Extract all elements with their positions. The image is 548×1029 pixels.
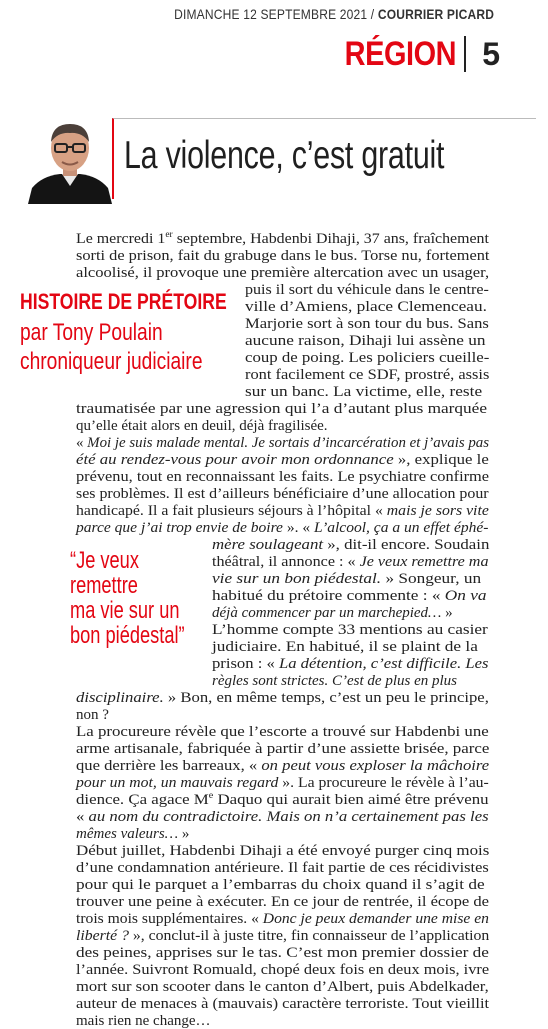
pull-quote — [70, 548, 185, 648]
article-text-line: « au nom du contradictoire. Mais on n’a certainement pas les — [76, 809, 489, 825]
article-text-line: liberté ? », conclut-il à juste titre, fin connaisseur de l’application — [76, 928, 490, 944]
article-text-line: dience. Ça agace Me Daquo qui aurait bien aimé être prévenu — [76, 790, 489, 808]
article-text-line: ville d’Amiens, place Clemenceau. — [245, 299, 487, 315]
article-text-line: Marjorie sort à son tour du bus. Sans — [245, 316, 489, 332]
article-text-line: déjà commencer par un marchepied… » — [212, 605, 453, 621]
article-text-line: trouver une peine à exécuter. En ce jour de rentrée, il écope de — [76, 894, 489, 910]
article-text-line: mère soulageant », dit-il encore. Soudain — [212, 537, 490, 553]
article-text-line: Début juillet, Habdenbi Dihaji a été envoyé purger cinq mois — [76, 843, 490, 859]
page-number: 5 — [482, 35, 500, 72]
article-text-line: ront facilement ce SDF, prostré, assis — [245, 367, 490, 383]
article-text-line: été au rendez-vous pour avoir mon ordonnance », explique le — [76, 452, 489, 468]
article-text-line: L’homme compte 33 mentions au casier — [212, 622, 488, 638]
article-text-line: des peines, apprises sur le tas. C’est mon premier dossier de — [76, 945, 489, 961]
byline-role: chroniqueur judiciaire — [20, 348, 203, 375]
article-text-line: auteur de menaces à (mauvais) caractère terroriste. Tout vieillit — [76, 996, 490, 1012]
newspaper-name: COURRIER PICARD — [377, 6, 494, 22]
article-text-line: La procureure révèle que l’escorte a trouvé sur Habdenbi une — [76, 724, 489, 740]
article-text-line: prévenu, tout en reconnaissant les faits. Le psychiatre confirme — [76, 469, 490, 485]
article-text-line: traumatisée par une agression qui l’a d’autant plus marquée — [76, 401, 487, 417]
article-text-line: d’une condamnation antérieure. Il fait partie de ces récidivistes — [76, 860, 489, 876]
article-headline: La violence, c’est gratuit — [124, 134, 445, 177]
column-kicker: HISTOIRE DE PRÉTOIRE — [20, 289, 227, 314]
section-divider — [464, 36, 466, 72]
article-text-line: pour un mot, un mauvais regard ». La procureure le révèle à l’au- — [76, 775, 489, 791]
article-text-line: parce que j’ai trop envie de boire ». « L’alcool, ça a un effet éphé- — [76, 520, 489, 536]
article-text-line: Le mercredi 1er septembre, Habdenbi Dihaji, 37 ans, fraîchement — [76, 229, 489, 247]
article-text-line: que derrière les barreaux, « on peut vous exploser la mâchoire — [76, 758, 490, 774]
byline — [20, 318, 203, 376]
section-header — [325, 34, 500, 74]
publication-date: DIMANCHE 12 SEPTEMBRE 2021 / — [173, 6, 375, 22]
article-text-line: disciplinaire. » Bon, en même temps, c’est un peu le principe, — [76, 690, 489, 706]
author-photo — [22, 112, 118, 204]
article-text-line: trois mois supplémentaires. « Donc je peux demander une mise en — [76, 911, 489, 927]
section-label: RÉGION — [344, 34, 457, 73]
article-text-line: qu’elle était alors en deuil, déjà fragilisée. — [76, 418, 328, 434]
article-text-line: ses problèmes. Il est d’ailleurs bénéficiaire d’une allocation pour — [76, 486, 489, 502]
article-text-line: judiciaire. En habitué, il se plaint de la — [212, 639, 478, 655]
article-text-line: vie sur un bon piédestal. » Songeur, un — [212, 571, 482, 587]
article-text-line: aucune raison, Dihaji lui assène un — [245, 333, 486, 349]
article-text-line: handicapé. Il a fait plusieurs séjours à l’hôpital « mais je sors vite — [76, 503, 489, 519]
article-text-line: arme artisanale, fabriquée à partir d’une assiette brisée, parce — [76, 741, 490, 757]
article-text-line: mais rien ne change… — [76, 1013, 211, 1029]
article-text-line: habitué du prétoire commente : « On va — [212, 588, 487, 604]
article-text-line: règles sont strictes. C’est de plus en plus — [212, 673, 457, 689]
pull-quote-line: “Je veux — [70, 547, 139, 574]
pull-quote-line: ma vie sur un — [70, 597, 180, 624]
pull-quote-line: bon piédestal” — [70, 622, 185, 649]
header-dateline — [174, 6, 494, 22]
article-text-line: pour qui le parquet a l’embarras du choix quand il s’agit de — [76, 877, 485, 893]
byline-author: par Tony Poulain — [20, 319, 163, 346]
pull-quote-line: remettre — [70, 572, 138, 599]
article-text-line: alcoolisé, il provoque une première altercation avec un usager, — [76, 265, 490, 281]
article-text-line: « Moi je suis malade mental. Je sortais d’incarcération et j’avais pas — [76, 435, 490, 451]
article-text-line: sorti de prison, fait du grabuge dans le bus. Torse nu, fortement — [76, 248, 490, 264]
article-text-line: prison : « La détention, c’est difficile. Les — [212, 656, 489, 672]
article-text-line: théâtral, il annonce : « Je veux remettre ma — [212, 554, 489, 570]
article-text-line: l’année. Suivront Romuald, chopé deux fois en deux mois, ivre — [76, 962, 490, 978]
article-text-line: non ? — [76, 707, 109, 723]
article-text-line: coup de poing. Les policiers cueille- — [245, 350, 490, 366]
article-text-line: mêmes valeurs… » — [76, 826, 190, 842]
article-text-line: mort sur son scooter dans le canton d’Albert, puis Abdelkader, — [76, 979, 489, 995]
article-text-line: puis il sort du véhicule dans le centre- — [245, 282, 489, 298]
article-text-line: sur un banc. La victime, elle, reste — [245, 384, 483, 400]
